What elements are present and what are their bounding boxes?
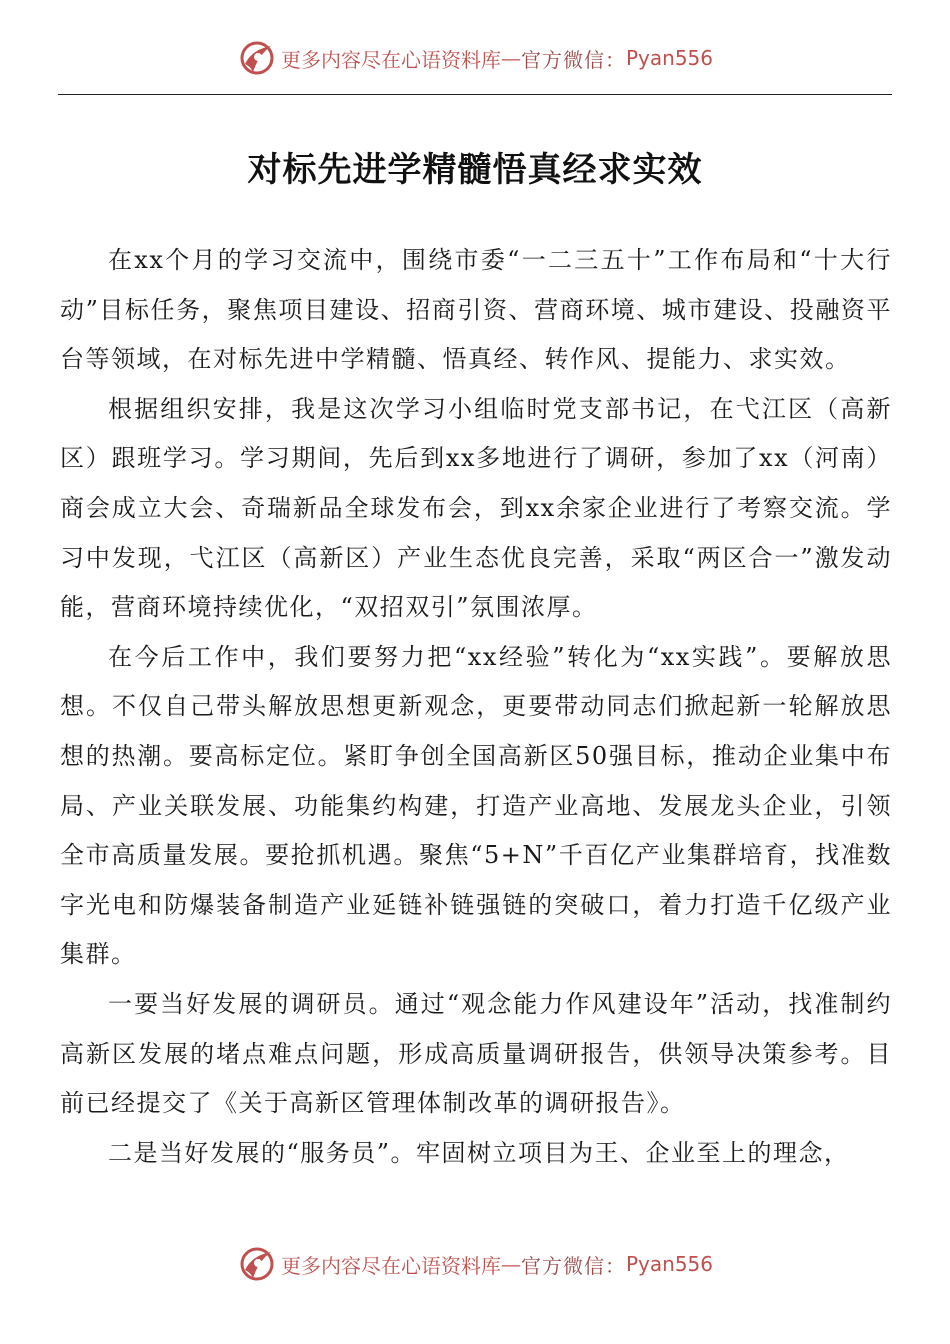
- body-paragraph: 根据组织安排，我是这次学习小组临时党支部书记，在弋江区（高新区）跟班学习。学习期间，先后到xx多地进行了调研，参加了xx（河南）商会成立大会、奇瑞新品全球发布会，到xx余家企业进行了考察交流。学习中发现，弋江区（高新区）产业生态优良完善，采取“两区合一”激发动能，营商环境持续优化，“双招双引”氛围浓厚。: [60, 394, 892, 622]
- brand-logo-icon: [237, 1244, 277, 1284]
- document-title: 对标先进学精髓悟真经求实效: [247, 150, 703, 190]
- body-paragraph: 二是当好发展的“服务员”。牢固树立项目为王、企业至上的理念，: [108, 1138, 850, 1167]
- brand-logo-icon: [237, 38, 277, 78]
- body-paragraph: 在今后工作中，我们要努力把“xx经验”转化为“xx实践”。要解放思想。不仅自己带头解放思想更新观念，更要带动同志们掀起新一轮解放思想的热潮。要高标定位。紧盯争创全国高新区50强目标，推动企业集中布局、产业关联发展、功能集约构建，打造产业高地、发展龙头企业，引领全市高质量发展。要抢抓机遇。聚焦“5+N”千百亿产业集群培育，找准数字光电和防爆装备制造产业延链补链强链的突破口，着力打造千亿级产业集群。: [60, 642, 892, 969]
- document-body: [60, 236, 892, 1178]
- watermark-contact-label: 官方微信：: [520, 47, 626, 72]
- body-paragraph: 一要当好发展的调研员。通过“观念能力作风建设年”活动，找准制约高新区发展的堵点难点问题，形成高质量调研报告，供领导决策参考。目前已经提交了《关于高新区管理体制改革的调研报告》。: [60, 989, 892, 1118]
- watermark-contact-label: 官方微信：: [520, 1253, 626, 1278]
- watermark-site-text: 更多内容尽在心语资料库: [280, 47, 501, 72]
- body-paragraph: 在xx个月的学习交流中，围绕市委“一二三五十”工作布局和“十大行动”目标任务，聚焦项目建设、招商引资、营商环境、城市建设、投融资平台等领域，在对标先进中学精髓、悟真经、转作风、提能力、求实效。: [60, 246, 892, 374]
- watermark-separator: —: [500, 1252, 521, 1276]
- header-watermark: [0, 38, 950, 78]
- watermark-separator: —: [500, 46, 521, 70]
- watermark-contact-id: Pyan556: [625, 46, 713, 70]
- watermark-site-text: 更多内容尽在心语资料库: [280, 1253, 501, 1278]
- footer-watermark: [0, 1244, 950, 1284]
- watermark-contact-id: Pyan556: [625, 1252, 713, 1276]
- header-divider: [58, 94, 892, 95]
